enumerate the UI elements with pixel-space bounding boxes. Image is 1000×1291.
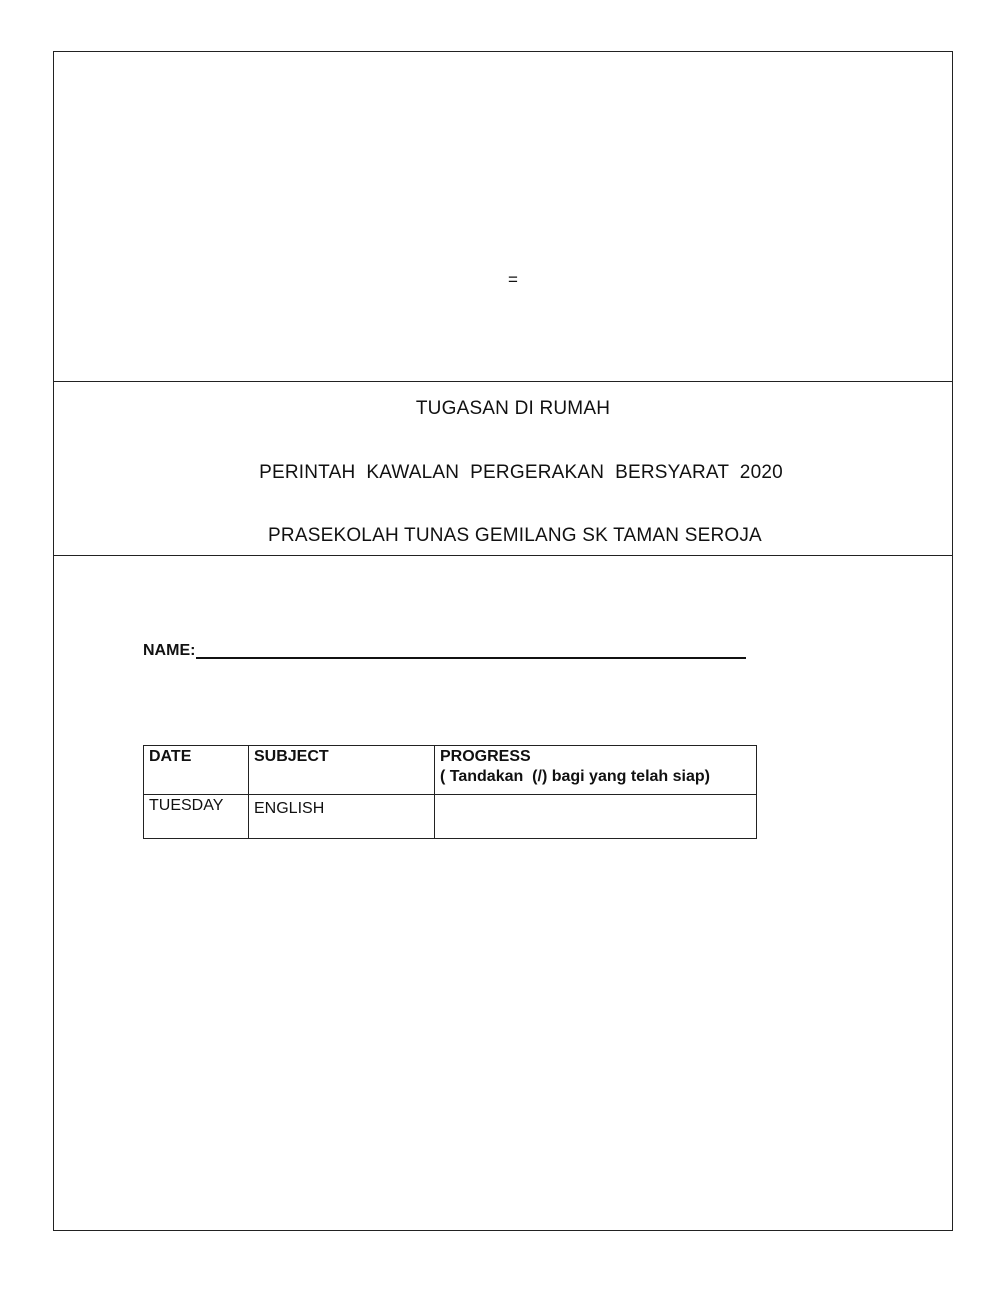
cell-progress[interactable] [435, 795, 757, 839]
section-divider-top [54, 381, 952, 382]
table-row [144, 795, 757, 839]
cell-date: TUESDAY [144, 795, 249, 839]
section-divider-bottom [54, 555, 952, 556]
table-header-row [144, 746, 757, 795]
page-title: TUGASAN DI RUMAH [415, 398, 611, 419]
page-subtitle: PERINTAH KAWALAN PERGERAKAN BERSYARAT 2020 [259, 462, 783, 483]
name-field[interactable] [196, 657, 746, 659]
progress-table [143, 745, 757, 839]
header-progress [435, 746, 757, 795]
cell-subject: ENGLISH [249, 795, 435, 839]
page-frame [53, 51, 953, 1231]
name-row [143, 642, 746, 660]
header-date: DATE [144, 746, 249, 795]
equals-symbol: = [508, 270, 518, 289]
header-progress-note: ( Tandakan (/) bagi yang telah siap) [440, 768, 710, 785]
header-subject: SUBJECT [249, 746, 435, 795]
header-progress-label: PROGRESS [440, 748, 531, 765]
name-label: NAME: [143, 642, 196, 659]
school-name: PRASEKOLAH TUNAS GEMILANG SK TAMAN SEROJA [268, 525, 762, 546]
